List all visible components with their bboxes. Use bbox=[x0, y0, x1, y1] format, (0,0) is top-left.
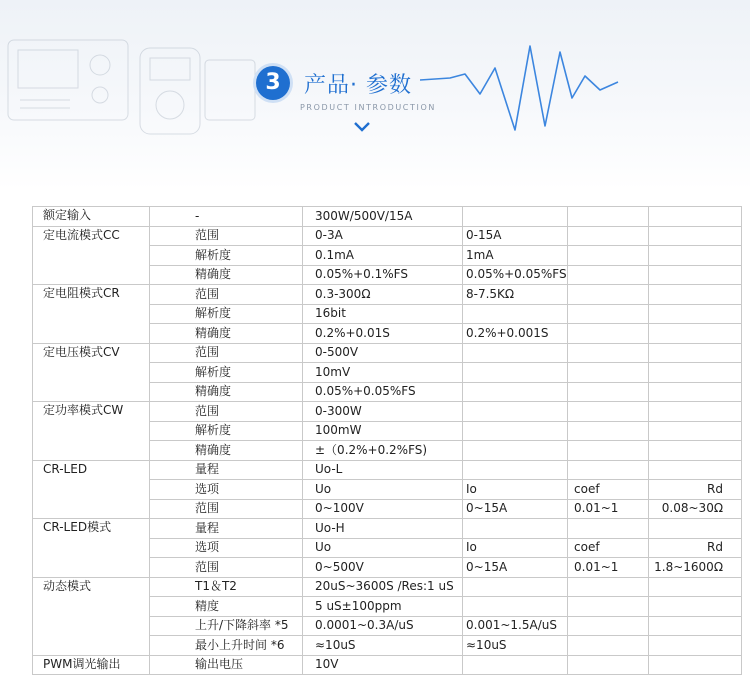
table-row bbox=[33, 460, 742, 480]
table-row bbox=[33, 655, 742, 675]
parameter-label: 上升/下降斜率 *5 bbox=[150, 616, 303, 636]
table-row bbox=[33, 207, 742, 227]
table-cell bbox=[649, 382, 742, 402]
parameter-label: 解析度 bbox=[150, 304, 303, 324]
table-cell: 0.01~1 bbox=[568, 558, 649, 578]
table-cell: 1.8~1600Ω bbox=[649, 558, 742, 578]
table-cell bbox=[649, 597, 742, 617]
table-cell: Uo-H bbox=[303, 519, 463, 539]
table-cell bbox=[568, 207, 649, 227]
table-cell bbox=[649, 616, 742, 636]
table-cell bbox=[649, 246, 742, 266]
table-row bbox=[33, 343, 742, 363]
table-cell: 16bit bbox=[303, 304, 463, 324]
table-cell bbox=[649, 285, 742, 305]
parameter-label: 选项 bbox=[150, 480, 303, 500]
table-cell: 0~100V bbox=[303, 499, 463, 519]
table-cell bbox=[568, 246, 649, 266]
table-cell bbox=[649, 207, 742, 227]
row-group-label: CR-LED bbox=[33, 460, 150, 519]
table-cell: ±（0.2%+0.2%FS) bbox=[303, 441, 463, 461]
parameter-label: 范围 bbox=[150, 226, 303, 246]
table-cell bbox=[568, 343, 649, 363]
table-cell: Uo bbox=[303, 538, 463, 558]
table-cell bbox=[463, 382, 568, 402]
parameter-label: 精确度 bbox=[150, 382, 303, 402]
table-cell: Uo-L bbox=[303, 460, 463, 480]
table-cell bbox=[649, 519, 742, 539]
table-cell: 0.001~1.5A/uS bbox=[463, 616, 568, 636]
table-cell bbox=[463, 363, 568, 383]
row-group-label: 动态模式 bbox=[33, 577, 150, 655]
table-cell bbox=[649, 402, 742, 422]
parameter-label: 输出电压 bbox=[150, 655, 303, 675]
row-group-label: PWM调光输出 bbox=[33, 655, 150, 675]
table-row bbox=[33, 577, 742, 597]
section-banner bbox=[0, 0, 750, 190]
table-cell bbox=[568, 402, 649, 422]
table-cell: 10V bbox=[303, 655, 463, 675]
table-cell: 300W/500V/15A bbox=[303, 207, 463, 227]
table-cell bbox=[568, 363, 649, 383]
parameter-label: 最小上升时间 *6 bbox=[150, 636, 303, 656]
table-cell: 0.1mA bbox=[303, 246, 463, 266]
table-row bbox=[33, 285, 742, 305]
table-cell: 0-15A bbox=[463, 226, 568, 246]
table-cell bbox=[568, 265, 649, 285]
table-cell bbox=[463, 207, 568, 227]
table-cell bbox=[463, 304, 568, 324]
parameter-label: - bbox=[150, 207, 303, 227]
table-cell bbox=[568, 616, 649, 636]
table-cell bbox=[568, 226, 649, 246]
parameter-label: 解析度 bbox=[150, 246, 303, 266]
table-cell bbox=[649, 265, 742, 285]
table-cell bbox=[568, 304, 649, 324]
table-cell bbox=[649, 343, 742, 363]
waveform-icon bbox=[420, 38, 620, 138]
table-cell bbox=[568, 441, 649, 461]
row-group-label: 定电阻模式CR bbox=[33, 285, 150, 344]
table-cell bbox=[463, 421, 568, 441]
table-cell bbox=[463, 655, 568, 675]
table-cell bbox=[568, 324, 649, 344]
parameter-label: 量程 bbox=[150, 460, 303, 480]
table-cell bbox=[463, 519, 568, 539]
table-row bbox=[33, 226, 742, 246]
parameter-label: 选项 bbox=[150, 538, 303, 558]
table-cell: 1mA bbox=[463, 246, 568, 266]
row-group-label: 额定输入 bbox=[33, 207, 150, 227]
table-cell bbox=[649, 421, 742, 441]
section-number-badge: 3 bbox=[256, 66, 290, 100]
row-group-label: 定电流模式CC bbox=[33, 226, 150, 285]
parameter-label: 精确度 bbox=[150, 324, 303, 344]
table-cell bbox=[649, 460, 742, 480]
parameter-label: 范围 bbox=[150, 558, 303, 578]
section-title: 产品· 参数 bbox=[304, 73, 412, 98]
table-cell: 5 uS±100ppm bbox=[303, 597, 463, 617]
table-cell bbox=[463, 597, 568, 617]
table-cell bbox=[568, 636, 649, 656]
table-cell: 0~500V bbox=[303, 558, 463, 578]
table-cell bbox=[463, 577, 568, 597]
table-cell bbox=[568, 421, 649, 441]
parameter-label: 范围 bbox=[150, 499, 303, 519]
table-cell: 0.2%+0.001S bbox=[463, 324, 568, 344]
table-cell: 0.3-300Ω bbox=[303, 285, 463, 305]
spec-table bbox=[32, 206, 742, 675]
table-cell: 0~15A bbox=[463, 558, 568, 578]
parameter-label: 解析度 bbox=[150, 421, 303, 441]
table-cell bbox=[568, 597, 649, 617]
table-cell: 0-500V bbox=[303, 343, 463, 363]
table-cell: 0.2%+0.01S bbox=[303, 324, 463, 344]
table-cell: 0.0001~0.3A/uS bbox=[303, 616, 463, 636]
parameter-label: 精确度 bbox=[150, 265, 303, 285]
table-cell: coef bbox=[568, 480, 649, 500]
table-cell: 10mV bbox=[303, 363, 463, 383]
parameter-label: 精度 bbox=[150, 597, 303, 617]
parameter-label: 精确度 bbox=[150, 441, 303, 461]
chevron-down-icon bbox=[353, 120, 371, 134]
table-cell: 20uS~3600S /Res:1 uS bbox=[303, 577, 463, 597]
table-cell: 100mW bbox=[303, 421, 463, 441]
table-cell: 0~15A bbox=[463, 499, 568, 519]
parameter-label: T1＆T2 bbox=[150, 577, 303, 597]
table-cell: Rd bbox=[649, 538, 742, 558]
row-group-label: 定功率模式CW bbox=[33, 402, 150, 461]
parameter-label: 范围 bbox=[150, 285, 303, 305]
table-cell: ≈10uS bbox=[303, 636, 463, 656]
table-cell: coef bbox=[568, 538, 649, 558]
table-cell bbox=[649, 577, 742, 597]
table-cell: 0.08~30Ω bbox=[649, 499, 742, 519]
table-cell: Rd bbox=[649, 480, 742, 500]
table-cell: 0.05%+0.05%FS bbox=[463, 265, 568, 285]
table-cell bbox=[568, 655, 649, 675]
table-cell bbox=[463, 343, 568, 363]
table-cell bbox=[568, 577, 649, 597]
row-group-label: CR-LED模式 bbox=[33, 519, 150, 578]
parameter-label: 解析度 bbox=[150, 363, 303, 383]
parameter-label: 范围 bbox=[150, 402, 303, 422]
table-cell: 8-7.5KΩ bbox=[463, 285, 568, 305]
parameter-label: 范围 bbox=[150, 343, 303, 363]
table-cell: 0-300W bbox=[303, 402, 463, 422]
table-cell: 0-3A bbox=[303, 226, 463, 246]
table-cell: Io bbox=[463, 480, 568, 500]
table-cell bbox=[568, 382, 649, 402]
row-group-label: 定电压模式CV bbox=[33, 343, 150, 402]
table-cell bbox=[649, 636, 742, 656]
table-cell: 0.05%+0.05%FS bbox=[303, 382, 463, 402]
table-cell bbox=[463, 460, 568, 480]
table-cell bbox=[463, 402, 568, 422]
table-cell bbox=[649, 304, 742, 324]
table-row bbox=[33, 519, 742, 539]
table-cell: Io bbox=[463, 538, 568, 558]
section-subtitle: PRODUCT INTRODUCTION bbox=[300, 103, 436, 112]
table-cell: 0.05%+0.1%FS bbox=[303, 265, 463, 285]
table-cell bbox=[649, 441, 742, 461]
table-cell bbox=[463, 441, 568, 461]
table-cell bbox=[649, 363, 742, 383]
parameter-label: 量程 bbox=[150, 519, 303, 539]
table-cell bbox=[568, 460, 649, 480]
table-cell bbox=[568, 285, 649, 305]
table-cell bbox=[649, 324, 742, 344]
equipment-illustration-icon bbox=[0, 30, 260, 140]
table-cell bbox=[649, 655, 742, 675]
table-cell: ≈10uS bbox=[463, 636, 568, 656]
table-row bbox=[33, 402, 742, 422]
table-cell: Uo bbox=[303, 480, 463, 500]
table-cell: 0.01~1 bbox=[568, 499, 649, 519]
table-cell bbox=[568, 519, 649, 539]
table-cell bbox=[649, 226, 742, 246]
